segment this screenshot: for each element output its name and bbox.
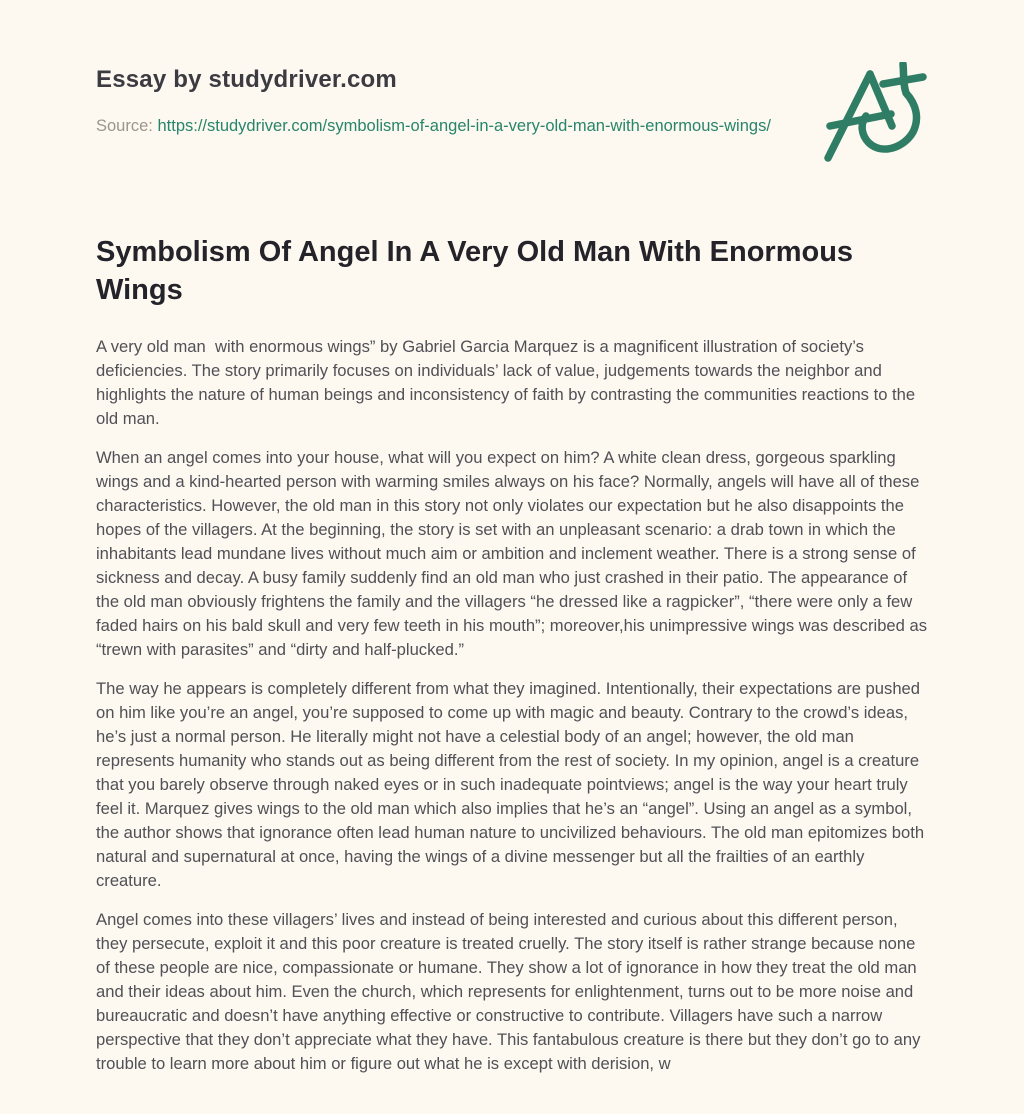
source-url-link[interactable]: https://studydriver.com/symbolism-of-angel-in-a-very-old-man-with-enormous-wings/ — [157, 117, 771, 135]
page-title: Essay by studydriver.com — [96, 66, 397, 93]
source-label: Source: — [96, 117, 153, 135]
studydriver-logo — [822, 62, 942, 164]
a-plus-logo-icon — [822, 62, 942, 164]
source-line — [96, 114, 776, 139]
essay-paragraph-4: Angel comes into these villagers’ lives and instead of being interested and curious about this different person, they persecute, exploit it and this poor creature is treated cruelly. The story itself is rather strange because none of these people are nice, compassionate or humane. They show a lot of ignorance in how they treat the old man and their ideas about him. Even the church, which represents for enlightenment, turns out to be more noise and bureaucratic and doesn’t have anything effective or constructive to contribute. Villagers have such a narrow perspective that they don’t appreciate what they have. This fantabulous creature is there but they don’t go to any trouble to learn more about him or figure out what he is except with derision, w — [96, 910, 925, 1073]
essay-title: Symbolism Of Angel In A Very Old Man With Enormous Wings — [96, 236, 854, 306]
essay-paragraph-1: A very old man with enormous wings” by Gabriel Garcia Marquez is a magnificent illustration of society’s deficiencies. The story primarily focuses on individuals’ lack of value, judgements towards the neighbor and highlights the nature of human beings and inconsistency of faith by contrasting the communities reactions to the old man. — [96, 337, 920, 428]
essay-paragraph-2: When an angel comes into your house, what will you expect on him? A white clean dress, gorgeous sparkling wings and a kind-hearted person with warming smiles always on his face? Normally, angels will have all of these characteristics. However, the old man in this story not only violates our expectation but he also disappoints the hopes of the villagers. At the beginning, the story is set with an unpleasant scenario: a drab town in which the inhabitants lead mundane lives without much aim or ambition and inclement weather. There is a strong sense of sickness and decay. A busy family suddenly find an old man who just crashed in their patio. The appearance of the old man obviously frightens the family and the villagers “he dressed like a ragpicker”, “there were only a few faded hairs on his bald skull and very few teeth in his mouth”; moreover,his unimpressive wings was described as “trewn with parasites” and “dirty and half-plucked.” — [96, 448, 932, 659]
essay-paragraph-3: The way he appears is completely different from what they imagined. Intentionally, their expectations are pushed on him like you’re an angel, you’re supposed to come up with magic and beauty. Contrary to the crowd’s ideas, he’s just a normal person. He literally might not have a celestial body of an angel; however, the old man represents humanity who stands out as being different from the rest of society. In my opinion, angel is a creature that you barely observe through naked eyes or in such inadequate pointviews; angel is the way your heart truly feel it. Marquez gives wings to the old man which also implies that he’s an “angel”. Using an angel as a symbol, the author shows that ignorance often lead human nature to uncivilized behaviours. The old man epitomizes both natural and supernatural at once, having the wings of a divine messenger but all the frailties of an earthly creature. — [96, 679, 929, 890]
